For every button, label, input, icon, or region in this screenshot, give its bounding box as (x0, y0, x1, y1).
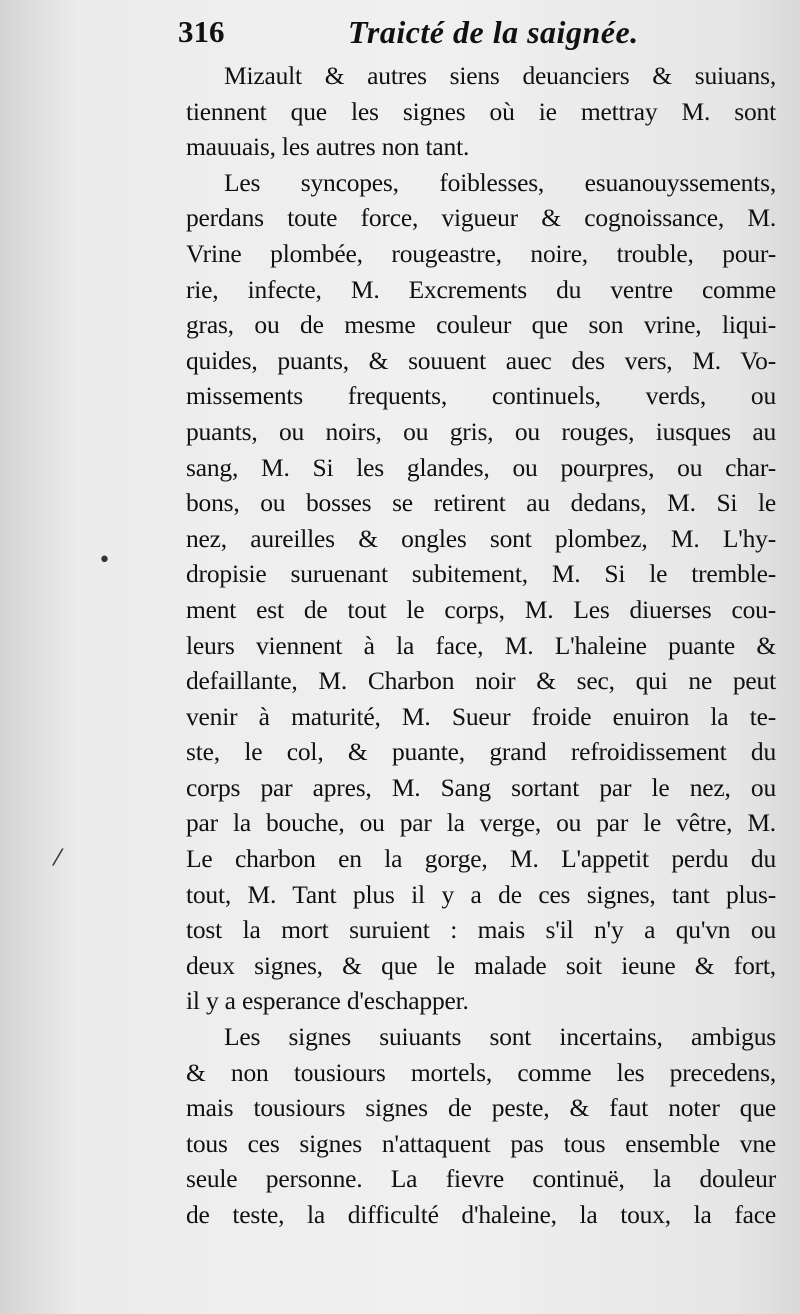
text-line: gras, ou de mesme couleur que son vrine, liqui- (186, 310, 776, 340)
text-line: corps par apres, M. Sang sortant par le nez, ou (186, 772, 776, 802)
margin-mark-icon: ⁄ (56, 846, 60, 871)
text-line: nez, aureilles & ongles sont plombez, M. L'hy- (186, 523, 776, 553)
text-line: sang, M. Si les glandes, ou pourpres, ou char- (186, 452, 776, 482)
margin-mark-icon: • (98, 548, 111, 573)
text-line: mais tousiours signes de peste, & faut noter que (186, 1093, 776, 1123)
text-line: missements frequents, continuels, verds, ou (186, 381, 776, 411)
text-line: par la bouche, ou par la verge, ou par le vêtre, M. (186, 808, 776, 838)
text-line: Les syncopes, foiblesses, esuanouyssements, (224, 167, 776, 197)
text-line: de teste, la difficulté d'haleine, la toux, la face (186, 1200, 776, 1229)
text-line: tost la mort suruient : mais s'il n'y a qu'vn ou (186, 915, 776, 945)
text-line: seule personne. La fievre continuë, la douleur (186, 1164, 776, 1194)
text-line: & non tousiours mortels, comme les precedens, (186, 1057, 776, 1087)
running-title: Traicté de la saignée. (348, 14, 639, 50)
text-line: leurs viennent à la face, M. L'haleine puante & (186, 630, 776, 660)
text-line: bons, ou bosses se retirent au dedans, M. Si le (186, 488, 776, 518)
text-line: mauuais, les autres non tant. (186, 132, 470, 162)
text-line: quides, puants, & souuent auec des vers, M. Vo- (186, 345, 776, 375)
text-line: Les signes suiuants sont incertains, ambigus (224, 1022, 776, 1052)
page-header (178, 14, 770, 54)
body-text (186, 58, 776, 1233)
text-line: tiennent que les signes où ie mettray M. sont (186, 96, 776, 126)
text-line: Le charbon en la gorge, M. L'appetit perdu du (186, 844, 776, 874)
page-number: 316 (178, 14, 225, 49)
text-line: defaillante, M. Charbon noir & sec, qui ne peut (186, 666, 776, 696)
text-line: venir à maturité, M. Sueur froide enuiron la te- (186, 701, 776, 731)
text-line: Vrine plombée, rougeastre, noire, trouble, pour- (186, 238, 776, 268)
text-line: deux signes, & que le malade soit ieune & fort, (186, 950, 776, 980)
text-line: perdans toute force, vigueur & cognoissance, M. (186, 203, 776, 233)
text-line: rie, infecte, M. Excrements du ventre comme (186, 274, 776, 304)
text-line: tout, M. Tant plus il y a de ces signes, tant plus- (186, 879, 776, 909)
text-line: il y a esperance d'eschapper. (186, 986, 469, 1016)
text-line: tous ces signes n'attaquent pas tous ensemble vne (186, 1128, 776, 1158)
text-line: Mizault & autres siens deuanciers & suiuans, (224, 61, 776, 90)
text-line: ment est de tout le corps, M. Les diuerses cou- (186, 594, 776, 624)
text-line: dropisie suruenant subitement, M. Si le tremble- (186, 559, 776, 589)
text-line: puants, ou noirs, ou gris, ou rouges, iusques au (186, 416, 776, 446)
text-line: ste, le col, & puante, grand refroidissement du (186, 737, 776, 767)
